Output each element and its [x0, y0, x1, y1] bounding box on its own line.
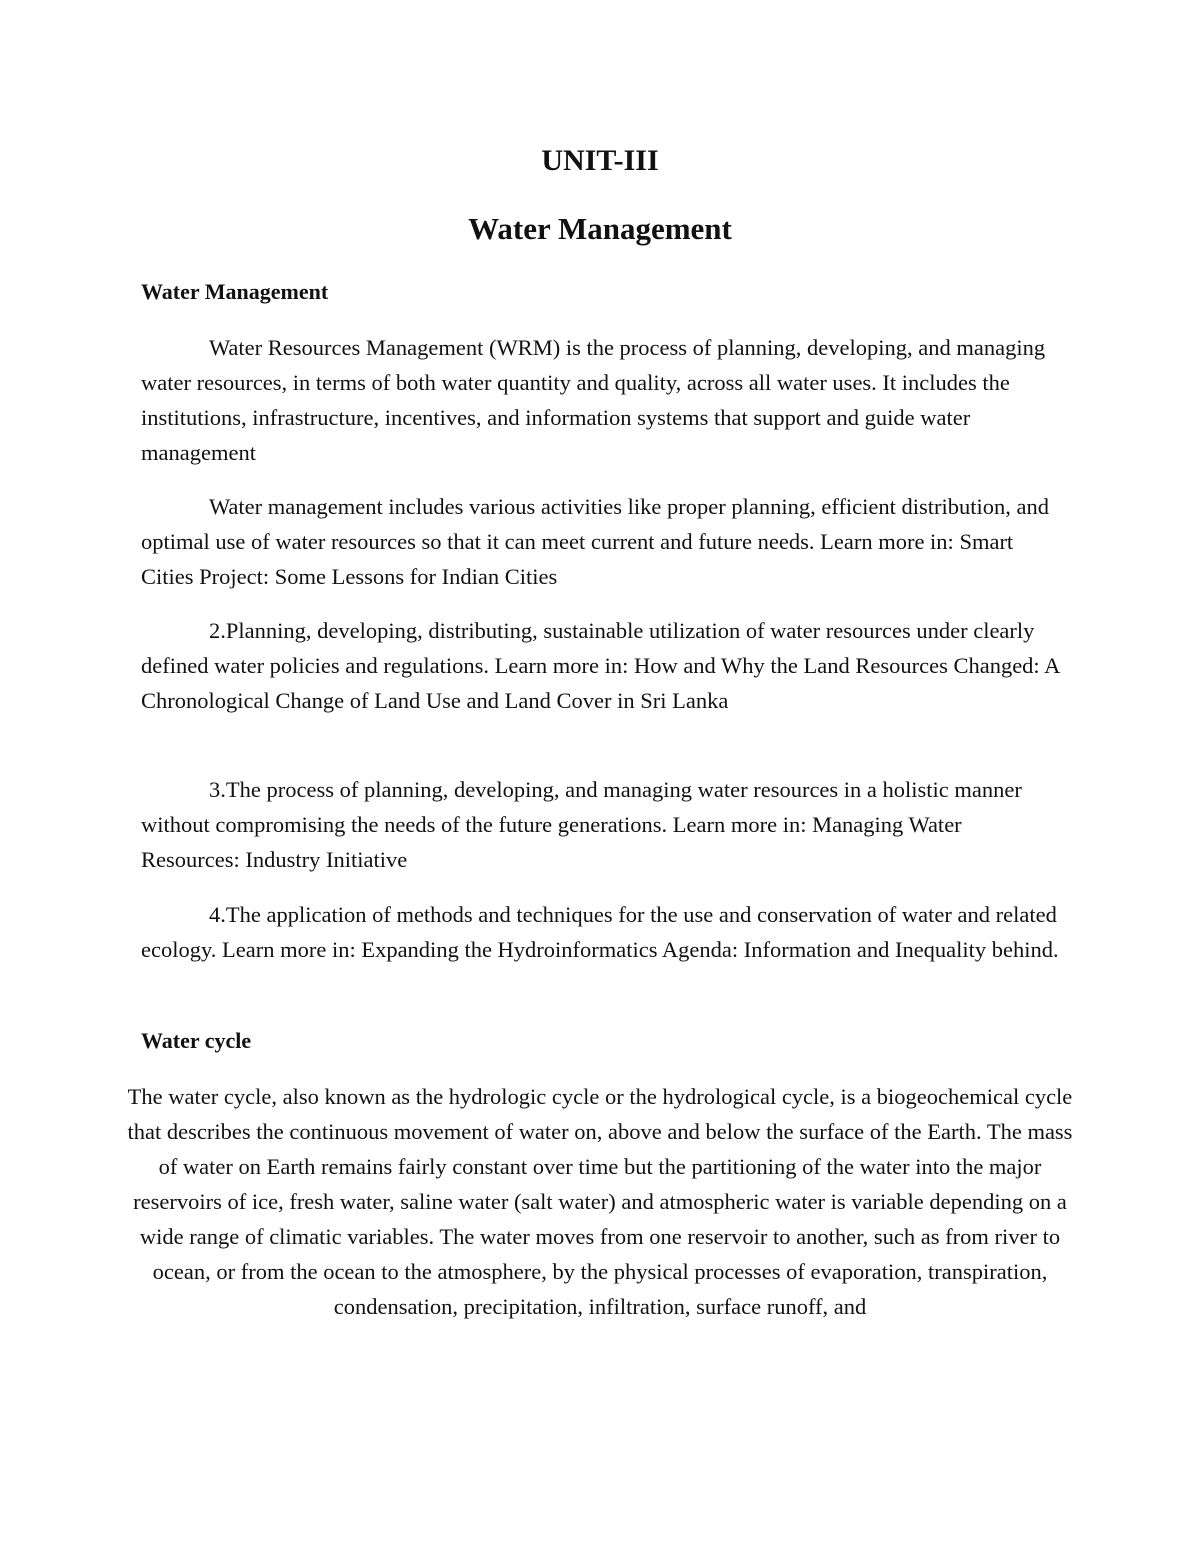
- section-heading-water-cycle: Water cycle: [141, 1028, 252, 1053]
- paragraph-wrm-definition: Water Resources Management (WRM) is the process of planning, developing, and managing water resources, in terms of both water quantity and quality, across all water uses. It includes the institutions, infrastructure, incentives, and information systems that support and guide water management: [141, 335, 1046, 465]
- paragraph-point-4: 4.The application of methods and techniques for the use and conservation of water and related ecology. Learn more in: Expanding the Hydroinformatics Agenda: Information and Inequality behind.: [141, 902, 1059, 962]
- paragraph-point-2: 2.Planning, developing, distributing, sustainable utilization of water resources under clearly defined water policies and regulations. Learn more in: How and Why the Land Resources Changed: A Chronological Change of Land Use and Land Cover in Sri Lanka: [141, 618, 1060, 713]
- paragraph-point-3: 3.The process of planning, developing, and managing water resources in a holistic manner without compromising the needs of the future generations. Learn more in: Managing Water Resources: Industry Initiative: [141, 777, 1022, 872]
- paragraph-water-management-activities: Water management includes various activities like proper planning, efficient distribution, and optimal use of water resources so that it can meet current and future needs. Learn more in: Smart Cities Project: Some Lessons for Indian Cities: [141, 494, 1050, 589]
- unit-title: UNIT-III: [541, 144, 659, 177]
- document-title: Water Management: [468, 211, 732, 246]
- paragraph-water-cycle: The water cycle, also known as the hydrologic cycle or the hydrological cycle, is a biogeochemical cycle that describes the continuous movement of water on, above and below the surface of the Earth. The mass of water on Earth remains fairly constant over time but the partitioning of the water into the major reservoirs of ice, fresh water, saline water (salt water) and atmospheric water is variable depending on a wide range of climatic variables. The water moves from one reservoir to another, such as from river to ocean, or from the ocean to the atmosphere, by the physical processes of evaporation, transpiration, condensation, precipitation, infiltration, surface runoff, and: [127, 1084, 1073, 1319]
- section-heading-water-management: Water Management: [141, 279, 329, 304]
